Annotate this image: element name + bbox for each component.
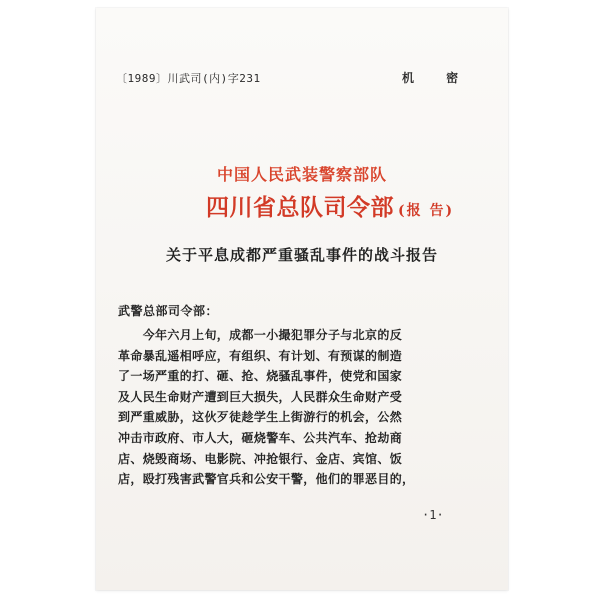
document-number: 〔1989〕川武司(内)字231: [116, 72, 261, 85]
letterhead-organization: 中国人民武装警察部队: [216, 165, 387, 184]
report-tag: (报 告): [398, 203, 455, 219]
letterhead-rule: [114, 234, 490, 235]
body-line: 今年六月上旬，成都一小撮犯罪分子与北京的反: [118, 328, 403, 342]
document-title: 关于平息成都严重骚乱事件的战斗报告: [165, 246, 438, 264]
body-line: 及人民生命财产遭到巨大损失，人民群众生命财产受: [118, 389, 403, 404]
body-line: 革命暴乱遥相呼应，有组织、有计划、有预谋的制造: [118, 348, 403, 363]
document-page: [96, 8, 508, 590]
letterhead-department-name: 四川省总队司令部: [206, 194, 394, 221]
salutation: 武警总部司令部：: [118, 304, 219, 318]
body-line: 冲击市政府、市人大，砸烧警车、公共汽车、抢劫商: [118, 430, 403, 445]
letterhead-department: [206, 189, 454, 222]
body-line: 到严重威胁，这伙歹徒趁学生上街游行的机会，公然: [118, 410, 403, 425]
page-number: ·1·: [422, 508, 444, 522]
body-line: 店、烧毁商场、电影院、冲抢银行、金店、宾馆、饭: [118, 451, 403, 466]
body-line: 店，殴打残害武警官兵和公安干警，他们的罪恶目的，: [118, 472, 415, 487]
classification-label: 机 密: [402, 71, 473, 85]
body-line: 了一场严重的打、砸、抢、烧骚乱事件，使党和国家: [118, 369, 403, 384]
document-body: [118, 325, 488, 490]
